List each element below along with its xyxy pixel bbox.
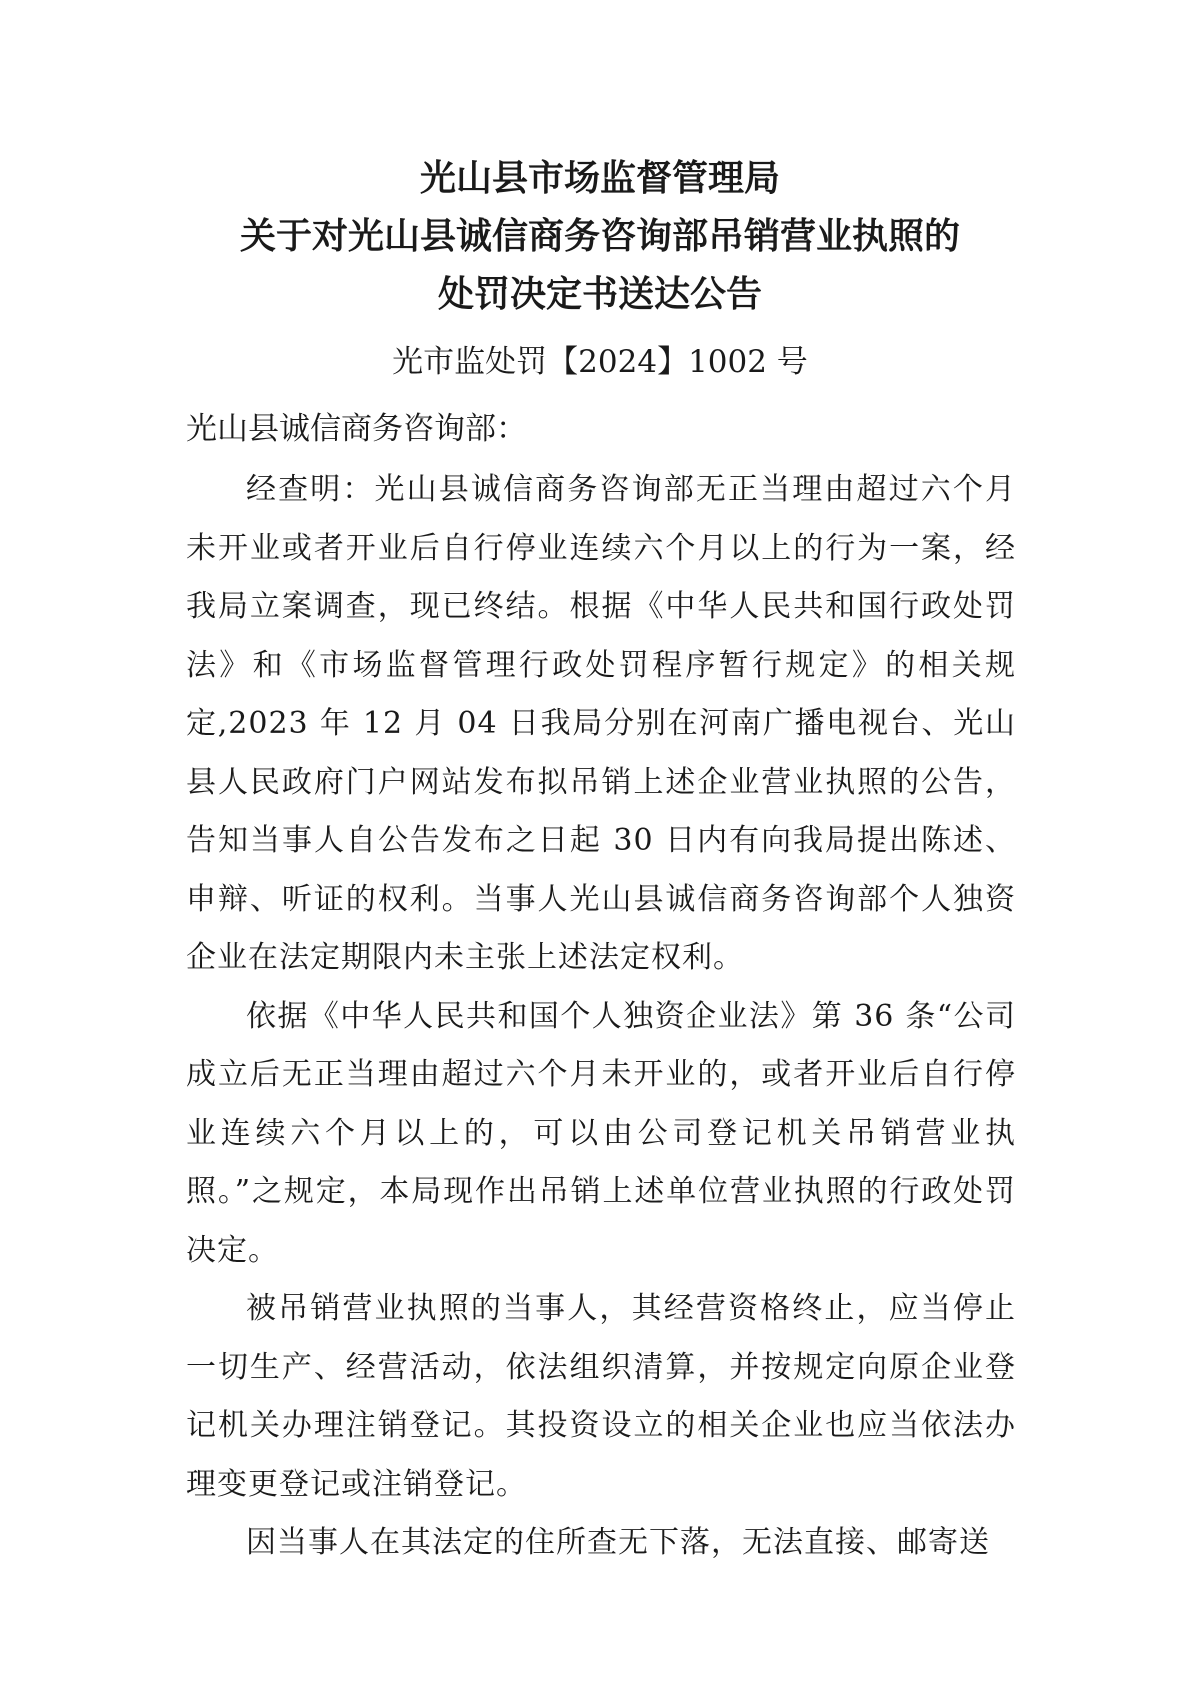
document-title — [0, 150, 1200, 324]
paragraph-legal-basis: 依据《中华人民共和国个人独资企业法》第 36 条“公司成立后无正当理由超过六个月未开业的，或者开业后自行停业连续六个月以上的，可以由公司登记机关吊销营业执照。”之规定，本局现作出吊销上述单位营业执照的行政处罚决定。 — [186, 998, 1016, 1268]
paragraph-consequences: 被吊销营业执照的当事人，其经营资格终止，应当停止一切生产、经营活动，依法组织清算，并按规定向原企业登记机关办理注销登记。其投资设立的相关企业也应当依法办理变更登记或注销登记。 — [186, 1291, 1016, 1502]
title-line-agency: 光山县市场监督管理局 — [419, 158, 780, 199]
title-line-notice: 处罚决定书送达公告 — [437, 274, 762, 315]
title-line-subject: 关于对光山县诚信商务咨询部吊销营业执照的 — [239, 216, 960, 257]
document-body — [186, 461, 1016, 1573]
paragraph-findings: 经查明：光山县诚信商务咨询部无正当理由超过六个月未开业或者开业后自行停业连续六个月以上的行为一案，经我局立案调查，现已终结。根据《中华人民共和国行政处罚法》和《市场监督管理行政处罚程序暂行规定》的相关规定,2023 年 12 月 04 日我局分别在河南广播电视台、光山县人民政府门户网站发布拟吊销上述企业营业执照的公告，告知当事人自公告发布之日起 30 日内有向我局提出陈述、申辩、听证的权利。当事人光山县诚信商务咨询部个人独资企业在法定期限内未主张上述法定权利。 — [186, 472, 1016, 975]
addressee: 光山县诚信商务咨询部： — [186, 411, 527, 447]
document-number: 光市监处罚【2024】1002 号 — [392, 344, 808, 380]
paragraph-service-notice: 因当事人在其法定的住所查无下落，无法直接、邮寄送 — [246, 1525, 990, 1560]
